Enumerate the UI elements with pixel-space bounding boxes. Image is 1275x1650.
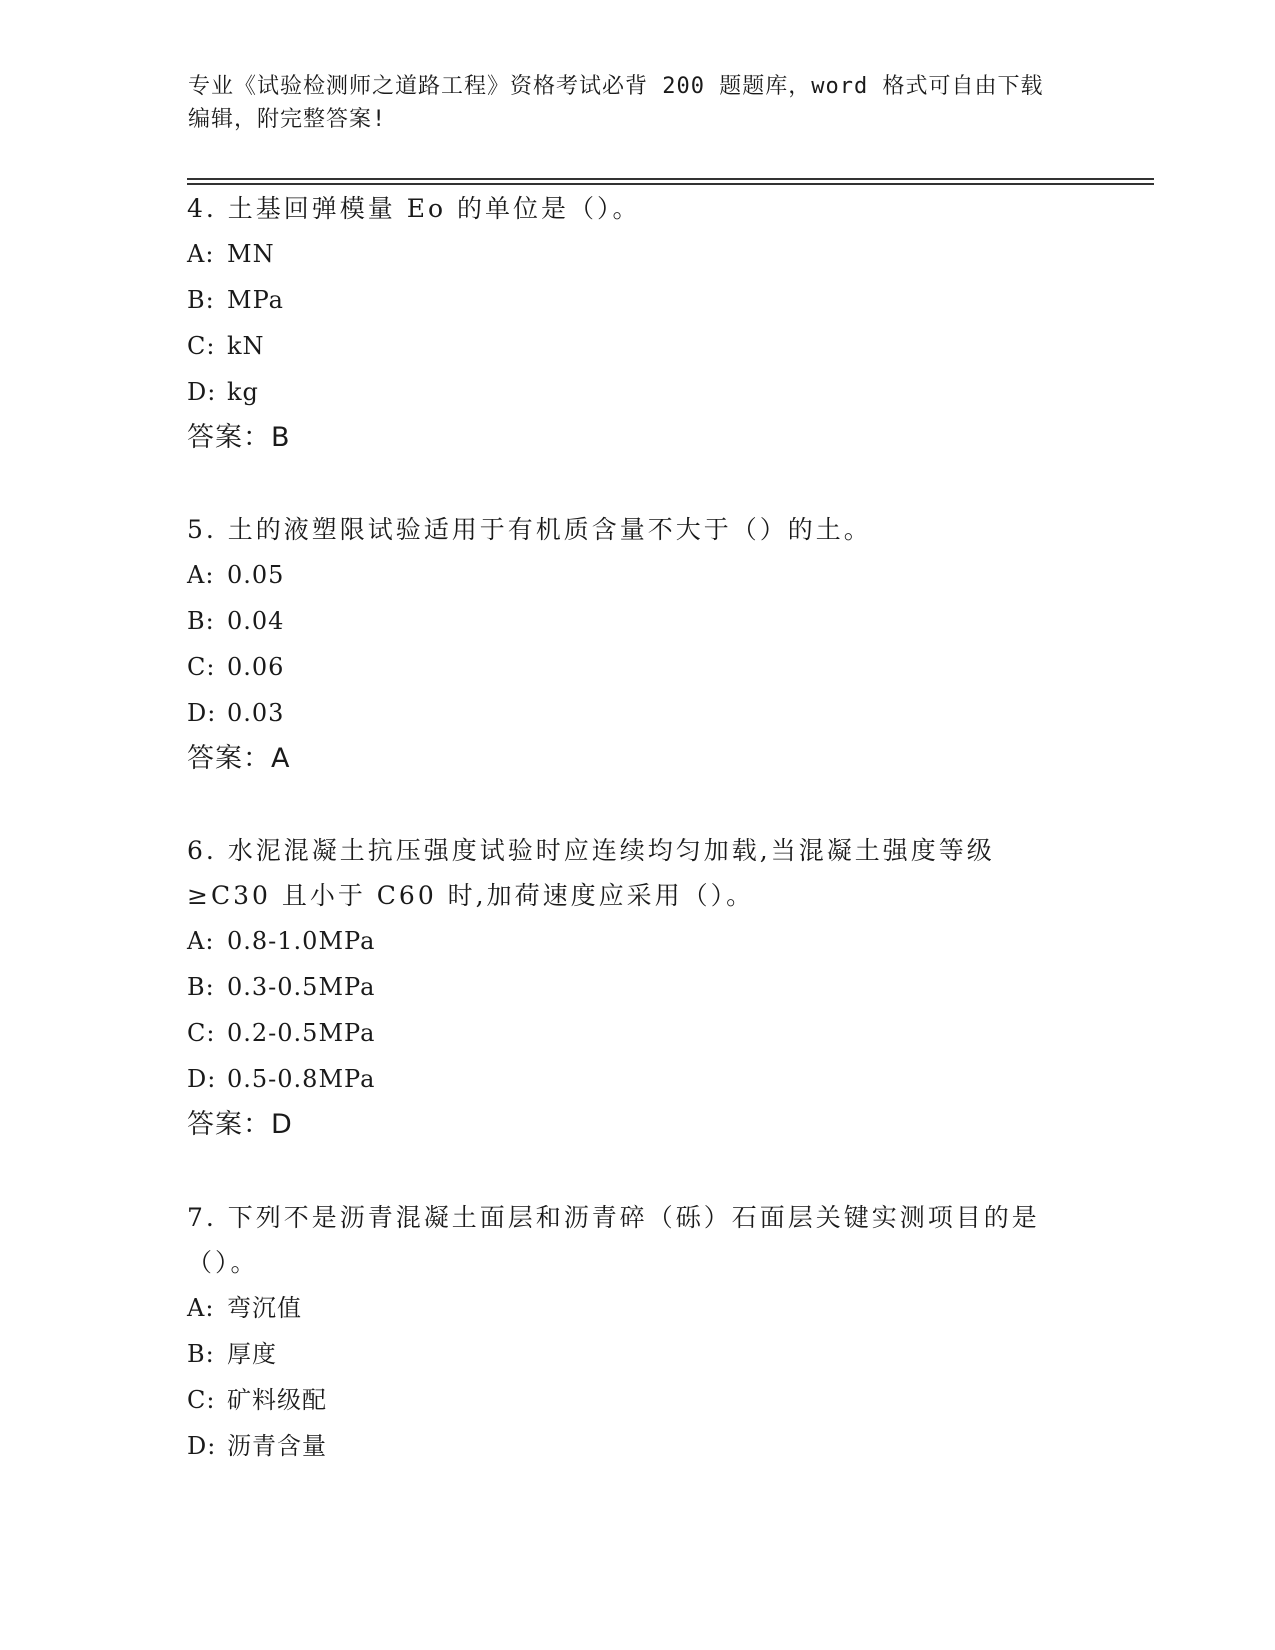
- option-text: 0.8-1.0MPa: [227, 927, 376, 955]
- question-text: [187, 828, 1087, 918]
- option-letter: B:: [187, 607, 215, 635]
- option-letter: A:: [187, 240, 215, 268]
- option-b: [187, 277, 1087, 323]
- option-letter: D:: [187, 699, 217, 727]
- option-text: 0.04: [227, 607, 285, 635]
- option-c: [187, 323, 1087, 369]
- option-c: [187, 644, 1087, 690]
- header-divider-bottom: [187, 183, 1154, 185]
- question-4: [187, 186, 1087, 461]
- option-a: [187, 1285, 1087, 1331]
- option-text: 0.3-0.5MPa: [227, 973, 376, 1001]
- option-b: [187, 1331, 1087, 1377]
- option-d: [187, 1423, 1087, 1469]
- question-line: 6. 水泥混凝土抗压强度试验时应连续均匀加载,当混凝土强度等级: [187, 836, 995, 865]
- question-text: [187, 186, 1087, 231]
- question-line: 7. 下列不是沥青混凝土面层和沥青碎（砾）石面层关键实测项目的是: [187, 1203, 1040, 1232]
- option-c: [187, 1010, 1087, 1056]
- answer-label: 答案：B: [187, 422, 291, 453]
- option-text: 厚度: [227, 1340, 277, 1368]
- option-b: [187, 964, 1087, 1010]
- option-a: [187, 552, 1087, 598]
- question-text: [187, 507, 1087, 552]
- header-divider-top: [187, 178, 1154, 180]
- option-letter: B:: [187, 973, 215, 1001]
- option-letter: B:: [187, 286, 215, 314]
- option-text: 0.5-0.8MPa: [227, 1065, 376, 1093]
- option-d: [187, 1056, 1087, 1102]
- option-letter: D:: [187, 378, 217, 406]
- option-text: MN: [227, 240, 275, 268]
- question-line: 5. 土的液塑限试验适用于有机质含量不大于（）的土。: [187, 515, 872, 544]
- option-a: [187, 918, 1087, 964]
- document-header: [188, 70, 1088, 136]
- header-line-2: 编辑，附完整答案!: [188, 107, 387, 132]
- option-letter: C:: [187, 653, 216, 681]
- option-letter: B:: [187, 1340, 215, 1368]
- option-letter: A:: [187, 927, 215, 955]
- answer-label: 答案：A: [187, 743, 291, 774]
- option-text: 0.03: [227, 699, 285, 727]
- option-d: [187, 369, 1087, 415]
- option-letter: D:: [187, 1432, 217, 1460]
- option-text: kg: [227, 378, 259, 406]
- option-letter: D:: [187, 1065, 217, 1093]
- option-letter: A:: [187, 561, 215, 589]
- option-text: 沥青含量: [227, 1432, 327, 1460]
- option-text: MPa: [227, 286, 284, 314]
- question-6: [187, 828, 1087, 1148]
- option-d: [187, 690, 1087, 736]
- option-text: 弯沉值: [227, 1294, 302, 1322]
- option-b: [187, 598, 1087, 644]
- option-letter: C:: [187, 1019, 216, 1047]
- option-text: kN: [227, 332, 265, 360]
- option-text: 0.06: [227, 653, 285, 681]
- header-line-1: 专业《试验检测师之道路工程》资格考试必背 200 题题库，word 格式可自由下载: [188, 74, 1044, 99]
- option-letter: C:: [187, 1386, 216, 1414]
- option-text: 0.2-0.5MPa: [227, 1019, 376, 1047]
- option-a: [187, 231, 1087, 277]
- option-text: 0.05: [227, 561, 285, 589]
- question-5: [187, 507, 1087, 782]
- question-line: （）。: [187, 1248, 259, 1277]
- option-c: [187, 1377, 1087, 1423]
- question-line: 4. 土基回弹模量 Eo 的单位是（）。: [187, 194, 641, 223]
- question-line: ≥C30 且小于 C60 时,加荷速度应采用（）。: [187, 881, 755, 910]
- question-text: [187, 1195, 1087, 1285]
- question-7: [187, 1195, 1087, 1469]
- answer-label: 答案：D: [187, 1109, 293, 1140]
- option-letter: A:: [187, 1294, 215, 1322]
- option-text: 矿料级配: [227, 1386, 327, 1414]
- option-letter: C:: [187, 332, 216, 360]
